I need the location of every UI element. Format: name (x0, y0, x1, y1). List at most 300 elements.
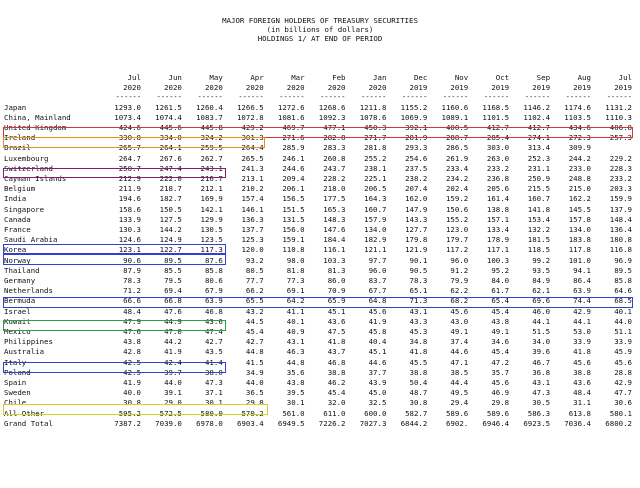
holding-value: 445.8 (200, 122, 223, 132)
holding-value: 293.3 (405, 143, 428, 153)
holding-value: 202.4 (445, 184, 469, 194)
holding-value: 43.6 (327, 316, 346, 326)
holding-value: 33.9 (573, 337, 591, 347)
holding-value: 129.9 (200, 214, 223, 224)
holding-value: 64.2 (286, 296, 305, 306)
holding-value: 41.8 (573, 347, 591, 357)
table-row (4, 286, 634, 296)
holding-value: 259.5 (200, 143, 223, 153)
header-spacer (4, 92, 102, 102)
table-row (4, 113, 634, 123)
holding-value: 43.8 (286, 378, 305, 388)
country-name: Ireland (4, 133, 36, 143)
holding-value: 6978.0 (196, 418, 223, 428)
holding-value: 177.5 (323, 194, 346, 204)
holding-value: 178.9 (486, 235, 510, 245)
year-header: 2020 (327, 82, 346, 92)
holding-value: 6903.4 (236, 418, 264, 428)
holding-value: 99.2 (532, 255, 551, 265)
holding-value: 582.7 (405, 408, 428, 418)
country-name: Saudi Arabia (4, 235, 58, 245)
holding-value: 66.6 (123, 296, 141, 306)
holding-value: 412.7 (486, 122, 510, 132)
holding-value: 42.4 (164, 357, 182, 367)
table-row (4, 317, 634, 327)
holding-value: 37.4 (450, 337, 469, 347)
holding-value: 137.9 (609, 204, 632, 214)
holding-value: 334.0 (159, 133, 182, 143)
holding-value: 71.2 (123, 286, 141, 296)
holding-value: 255.2 (364, 153, 387, 163)
holding-value: 32.5 (368, 398, 387, 408)
holding-value: 243.7 (323, 163, 346, 173)
holding-value: 45.4 (327, 388, 346, 398)
country-name: Korea (4, 245, 27, 255)
holding-value: 35.7 (491, 367, 510, 377)
table-row (4, 205, 634, 215)
month-header: Oct (495, 72, 510, 82)
holding-value: 264.1 (159, 143, 182, 153)
country-name: Sweden (4, 388, 31, 398)
holding-value: 45.0 (368, 388, 387, 398)
holding-value: 117.8 (568, 245, 591, 255)
holding-value: 236.8 (486, 173, 510, 183)
country-name: All Other (4, 408, 45, 418)
holding-value: 46.7 (532, 357, 551, 367)
holding-value: 38.8 (573, 367, 591, 377)
holding-value: 613.8 (568, 408, 591, 418)
header-underline: ------ (483, 92, 510, 101)
holding-value: 42.7 (204, 337, 223, 347)
header-underline: ------ (115, 92, 141, 101)
country-name: Philippines (4, 337, 53, 347)
year-header: 2019 (450, 82, 469, 92)
country-name: Germany (4, 276, 36, 286)
holding-value: 67.7 (368, 286, 387, 296)
table-row (4, 215, 634, 225)
holding-value: 429.2 (241, 122, 264, 132)
holding-value: 68.2 (450, 296, 469, 306)
holding-value: 42.9 (573, 306, 591, 316)
country-name: Cayman Islands (4, 173, 67, 183)
holding-value: 100.3 (486, 255, 510, 265)
holding-value: 286.5 (445, 143, 469, 153)
holding-value: 78.3 (123, 276, 141, 286)
holding-value: 586.3 (527, 408, 551, 418)
holding-value: 46.8 (204, 306, 223, 316)
holding-value: 261.9 (445, 153, 469, 163)
holding-value: 148.3 (323, 214, 346, 224)
holding-value: 45.4 (491, 306, 510, 316)
holding-value: 250.9 (527, 173, 551, 183)
holding-value: 43.5 (204, 347, 223, 357)
holding-value: 43.8 (123, 337, 141, 347)
holding-value (593, 143, 634, 153)
holding-value: 36.5 (245, 388, 264, 398)
holding-value: 282.8 (323, 133, 346, 143)
holding-value: 69.1 (286, 286, 305, 296)
table-row (4, 378, 634, 388)
holding-value: 84.9 (532, 276, 551, 286)
holding-value: 215.0 (568, 184, 591, 194)
holding-value: 158.6 (118, 204, 141, 214)
holding-value: 48.4 (123, 306, 141, 316)
holding-value: 44.0 (164, 378, 182, 388)
holding-value: 36.8 (532, 367, 551, 377)
holding-value: 65.5 (245, 296, 264, 306)
holding-value: 206.5 (364, 184, 387, 194)
holding-value: 265.5 (241, 153, 264, 163)
holding-value: 47.9 (123, 316, 141, 326)
holding-value: 44.2 (164, 337, 182, 347)
holding-value: 147.9 (405, 204, 428, 214)
country-name: Kuwait (4, 316, 31, 326)
holding-value: 89.5 (164, 255, 182, 265)
holding-value: 47.7 (614, 388, 632, 398)
holding-value: 7027.3 (359, 418, 387, 428)
holding-value: 162.0 (405, 194, 428, 204)
holding-value: 160.7 (364, 204, 387, 214)
holding-value: 66.8 (164, 296, 182, 306)
holding-value: 194.6 (118, 194, 141, 204)
holding-value: 157.4 (241, 194, 264, 204)
holding-value: 41.9 (123, 378, 141, 388)
header-underline: ------ (197, 92, 223, 101)
holding-value: 124.9 (159, 235, 182, 245)
holding-value: 183.8 (568, 235, 591, 245)
holding-value: 45.6 (450, 306, 469, 316)
holding-value: 267.6 (159, 153, 182, 163)
holding-value: 211.9 (118, 184, 141, 194)
table-row (4, 256, 634, 266)
holding-value: 122.7 (159, 245, 182, 255)
holding-value: 212.9 (118, 173, 141, 183)
holding-value: 160.7 (527, 194, 551, 204)
holding-value: 30.8 (123, 398, 141, 408)
holding-value: 47.6 (123, 327, 141, 337)
holding-value: 6902. (445, 418, 469, 428)
holding-value: 445.6 (159, 122, 182, 132)
holding-value: 30.8 (409, 398, 428, 408)
holding-value: 71.3 (409, 296, 428, 306)
holding-value: 41.9 (368, 316, 387, 326)
holding-value: 151.5 (282, 204, 305, 214)
holding-value: 7387.2 (114, 418, 141, 428)
country-name: Japan (4, 102, 27, 112)
holding-value: 91.2 (450, 265, 469, 275)
holding-value: 123.0 (445, 225, 469, 234)
holding-value: 45.3 (409, 327, 428, 337)
holding-value: 40.1 (286, 316, 305, 326)
holding-value: 165.3 (323, 204, 346, 214)
holding-value: 74.4 (573, 296, 591, 306)
holding-value: 45.9 (614, 347, 632, 357)
table-row (4, 184, 634, 194)
holding-value: 1266.5 (236, 102, 264, 112)
holding-value: 46.8 (327, 357, 346, 367)
holding-value: 43.3 (409, 316, 428, 326)
holding-value: 136.3 (241, 214, 264, 224)
country-name: France (4, 225, 31, 234)
holding-value: 233.4 (445, 163, 469, 173)
year-header: 2019 (409, 82, 428, 92)
holding-value: 181.5 (527, 235, 551, 245)
holding-value: 46.0 (532, 306, 551, 316)
holding-value: 244.6 (282, 163, 305, 173)
holding-value: 49.1 (450, 327, 469, 337)
year-header: 2019 (573, 82, 591, 92)
holding-value: 103.3 (323, 255, 346, 265)
holding-value: 61.7 (491, 286, 510, 296)
holding-value: 43.8 (491, 316, 510, 326)
holding-value: 161.4 (486, 194, 510, 204)
month-header: Jul (618, 72, 632, 82)
holding-value: 169.9 (200, 194, 223, 204)
holding-value: 87.9 (123, 265, 141, 275)
holding-value: 121.9 (405, 245, 428, 255)
holding-value: 134.0 (364, 225, 387, 234)
holding-value: 45.6 (368, 306, 387, 316)
holding-value: 216.7 (200, 173, 223, 183)
holding-value: 570.2 (241, 408, 264, 418)
holding-value: 31.1 (573, 398, 591, 408)
holding-value: 46.2 (327, 378, 346, 388)
holding-value: 1261.5 (155, 102, 182, 112)
country-name: United Kingdom (4, 122, 67, 132)
holding-value: 324.2 (200, 133, 223, 143)
holding-value: 44.6 (450, 347, 469, 357)
holding-value: 207.4 (405, 184, 428, 194)
table-row (4, 419, 634, 429)
holding-value: 45.5 (409, 357, 428, 367)
holding-value: 62.1 (532, 286, 551, 296)
holding-value: 1211.8 (359, 102, 387, 112)
holding-value: 283.3 (323, 143, 346, 153)
month-header: Jun (168, 72, 182, 82)
holding-value: 44.9 (164, 316, 182, 326)
holding-value: 64.8 (368, 296, 387, 306)
holding-value: 44.6 (368, 357, 387, 367)
month-header: Jan (373, 72, 387, 82)
holding-value: 47.4 (204, 327, 223, 337)
holding-value: 79.5 (164, 276, 182, 286)
holding-value: 281.8 (364, 143, 387, 153)
holding-value: 63.9 (573, 286, 591, 296)
holding-value: 66.2 (245, 286, 264, 296)
holding-value: 44.1 (532, 316, 551, 326)
holding-value: 43.6 (204, 316, 223, 326)
holding-value: 69.4 (164, 286, 182, 296)
holding-value: 1092.3 (318, 112, 346, 122)
holding-value: 41.1 (286, 306, 305, 316)
holding-value: 580.1 (609, 408, 632, 418)
holding-value: 101.0 (568, 255, 591, 265)
holding-value: 45.4 (491, 347, 510, 357)
holding-value: 42.7 (245, 337, 264, 347)
holding-value: 233.2 (609, 173, 632, 183)
holding-value: 6923.5 (523, 418, 551, 428)
holding-value: 288.7 (445, 133, 469, 143)
holding-value: 42.9 (614, 378, 632, 388)
holding-value: 309.9 (568, 143, 591, 153)
holding-value: 38.5 (450, 367, 469, 377)
holding-value: 43.9 (368, 378, 387, 388)
holding-value: 64.6 (614, 286, 632, 296)
holding-value: 96.0 (368, 265, 387, 275)
holding-value: 98.0 (286, 255, 305, 265)
holding-value: 41.8 (327, 337, 346, 347)
holding-value: 29.4 (450, 398, 469, 408)
holding-value: 262.7 (200, 153, 223, 163)
holding-value: 1101.5 (482, 112, 510, 122)
holding-value: 110.8 (282, 245, 305, 255)
table-row (4, 123, 634, 133)
holding-value: 6844.2 (400, 418, 428, 428)
holding-value: 330.8 (118, 133, 141, 143)
holding-value: 40.9 (286, 327, 305, 337)
holding-value: 1168.5 (482, 102, 510, 112)
holding-value: 37.7 (368, 367, 387, 377)
holding-value: 156.0 (282, 225, 305, 234)
holding-value: 147.6 (323, 225, 346, 234)
holding-value: 63.9 (204, 296, 223, 306)
holding-value: 246.1 (282, 153, 305, 163)
report-holdings-line: HOLDINGS 1/ AT END OF PERIOD (257, 34, 383, 43)
holding-value: 589.6 (486, 408, 510, 418)
holding-value: 272.3 (568, 133, 591, 143)
holding-value: 62.2 (450, 286, 469, 296)
country-name: Norway (4, 255, 31, 265)
holding-value: 203.3 (609, 184, 632, 194)
holding-value: 41.9 (164, 347, 182, 357)
country-name: Canada (4, 214, 31, 224)
month-header: Sep (536, 72, 551, 82)
holding-value: 43.2 (245, 306, 264, 316)
holding-value: 84.0 (491, 276, 510, 286)
holding-value: 47.6 (164, 306, 182, 316)
holding-value: 146.1 (241, 204, 264, 214)
holding-value: 215.5 (527, 184, 551, 194)
holding-value: 42.8 (123, 347, 141, 357)
holding-value: 38.8 (327, 367, 346, 377)
holding-value: 477.1 (323, 122, 346, 132)
holding-value: 6949.5 (277, 418, 305, 428)
holding-value: 136.4 (609, 225, 632, 234)
holding-value: 1069.9 (400, 112, 428, 122)
holding-value: 39.5 (286, 388, 305, 398)
holding-value: 233.0 (568, 163, 591, 173)
holding-value: 34.8 (409, 337, 428, 347)
holding-value: 1293.0 (114, 102, 141, 112)
holding-value: 159.9 (609, 194, 632, 204)
country-name: Netherlands (4, 286, 53, 296)
month-header: Feb (332, 72, 346, 82)
table-row (4, 245, 634, 255)
country-name: Chile (4, 398, 27, 408)
holding-value: 30.1 (286, 398, 305, 408)
holding-value: 159.2 (445, 194, 469, 204)
header-underline: ------ (238, 92, 264, 101)
year-header: 2020 (368, 82, 387, 92)
holding-value: 1131.2 (605, 102, 632, 112)
holding-value: 238.2 (405, 173, 428, 183)
holding-value: 600.0 (364, 408, 387, 418)
holding-value: 41.4 (204, 357, 223, 367)
table-row (4, 194, 634, 204)
holding-value: 157.8 (568, 214, 591, 224)
table-row (4, 337, 634, 347)
holding-value: 34.9 (245, 367, 264, 377)
holding-value: 33.9 (614, 337, 632, 347)
holding-value: 85.5 (164, 265, 182, 275)
holding-value: 182.9 (364, 235, 387, 245)
holding-value: 51.1 (614, 327, 632, 337)
country-name: Bermuda (4, 296, 36, 306)
holding-value: 1260.4 (196, 102, 223, 112)
holding-value: 46.9 (491, 388, 510, 398)
holding-value: 44.0 (614, 316, 632, 326)
holding-value: 70.9 (327, 286, 346, 296)
holding-value: 225.1 (364, 173, 387, 183)
country-name: Israel (4, 306, 31, 316)
holding-value: 47.2 (491, 357, 510, 367)
holding-value: 218.7 (159, 184, 182, 194)
holding-value: 39.7 (164, 367, 182, 377)
country-name: Poland (4, 367, 31, 377)
table-body (4, 103, 634, 430)
holding-value: 30.1 (204, 398, 223, 408)
year-header: 2019 (491, 82, 510, 92)
holding-value: 45.1 (368, 347, 387, 357)
table-row (4, 225, 634, 235)
holding-value: 130.5 (200, 225, 223, 234)
holding-value: 1083.7 (196, 112, 223, 122)
year-header: 2020 (245, 82, 264, 92)
holding-value: 96.9 (614, 255, 632, 265)
holding-value: 274.1 (527, 133, 551, 143)
country-name: Spain (4, 378, 27, 388)
holding-value: 248.8 (568, 173, 591, 183)
holding-value: 271.7 (364, 133, 387, 143)
table-row (4, 174, 634, 184)
holding-value: 138.8 (486, 204, 510, 214)
holding-value: 1146.2 (523, 102, 551, 112)
holding-value: 1174.6 (564, 102, 591, 112)
holding-value: 263.0 (486, 153, 510, 163)
holding-value: 42.5 (123, 367, 141, 377)
table-row (4, 347, 634, 357)
table-row (4, 143, 634, 153)
header-underline: ------ (442, 92, 469, 101)
holding-value: 238.1 (364, 163, 387, 173)
country-name: Luxembourg (4, 153, 49, 163)
holding-value: 34.0 (532, 337, 551, 347)
month-header: Dec (413, 72, 428, 82)
holding-value: 47.0 (164, 327, 182, 337)
holding-value: 97.7 (368, 255, 387, 265)
holding-value: 157.1 (486, 214, 510, 224)
holding-value: 162.2 (568, 194, 591, 204)
table-row (4, 327, 634, 337)
holding-value: 561.0 (282, 408, 305, 418)
holding-value: 141.8 (527, 204, 551, 214)
holding-value: 121.1 (364, 245, 387, 255)
header-underline: ------ (361, 92, 387, 101)
holding-value: 7036.4 (564, 418, 591, 428)
holding-value: 95.2 (491, 265, 510, 275)
holding-value: 130.3 (118, 225, 141, 234)
holding-value: 78.3 (409, 276, 428, 286)
